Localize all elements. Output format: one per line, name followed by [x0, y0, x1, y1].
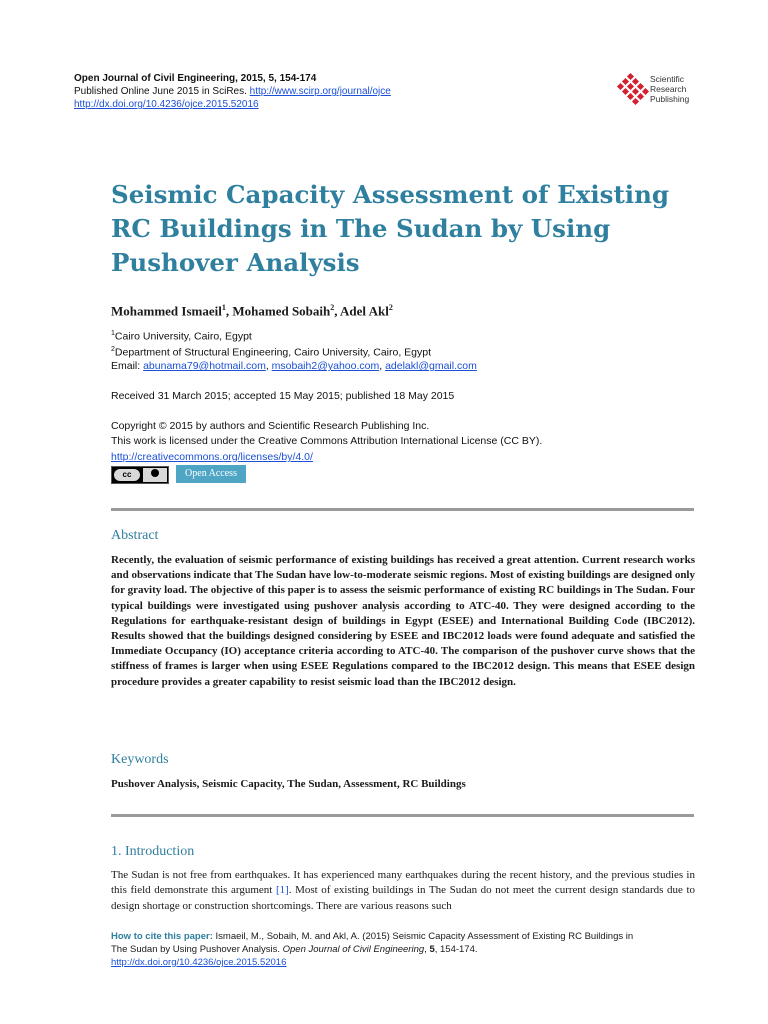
journal-url-link[interactable]: http://www.scirp.org/journal/ojce — [249, 86, 391, 97]
journal-citation-header: Open Journal of Civil Engineering, 2015, 5, 154-174 — [74, 73, 317, 84]
logo-line-3: Publishing — [650, 94, 690, 104]
citation-label: How to cite this paper: — [111, 931, 213, 942]
citation-line-2 — [111, 943, 478, 956]
abstract-text: Recently, the evaluation of seismic performance of existing buildings has received a great attention. Current research works and observations indicate that The Sudan have low-to-moderate seismic regions. Most of existing buildings are designed only for gravity load. The objective of this paper is to assess the seismic performance of existing RC buildings in The Sudan. Four typical buildings were investigated using pushover analysis according to ATC-40. They were designed according to the Regulations for earthquake-resistant design of buildings in Egypt (ESEE) and International Building Code (IBC2012). Results showed that the buildings designed considering by ESEE and IBC2012 loads were found adequate and satisfied the Immediate Occupancy (IO) acceptance criteria according to ATC-40. The comparison of the pushover curve shows that the stiffness of frames is larger when using ESEE Regulations compared to the IBC2012 design. This means that ESEE design procedure provides a greater capability to resist seismic load than the IBC2012 design. — [111, 554, 695, 688]
author-list: Mohammed Ismaeil$^1$, Mohamed Sobaih$^2$, Adel Akl$^2$ — [111, 303, 393, 319]
email-link[interactable]: abunama79@hotmail.com — [143, 360, 266, 372]
affiliation-mark: 1 — [111, 330, 115, 337]
citation-volume: 5 — [429, 944, 435, 955]
email-link[interactable]: msobaih2@yahoo.com — [271, 360, 380, 372]
license-url-line — [111, 450, 313, 464]
license-url-link[interactable]: http://creativecommons.org/licenses/by/4.0/ — [111, 451, 313, 463]
license-line: This work is licensed under the Creative Commons Attribution International License (CC BY). — [111, 435, 543, 447]
attribution-icon — [143, 468, 167, 482]
copyright-line: Copyright © 2015 by authors and Scientific Research Publishing Inc. — [111, 420, 430, 432]
author-affiliation-mark: 1 — [221, 303, 226, 312]
paper-title: Seismic Capacity Assessment of Existing RC Buildings in The Sudan by Using Pushover Analysis — [111, 180, 670, 277]
author-name: Mohamed Sobaih — [232, 303, 331, 319]
citation-line-1 — [111, 930, 633, 943]
open-access-badge: Open Access — [176, 465, 246, 483]
doi-line — [74, 98, 259, 111]
author-affiliation-mark: 2 — [330, 303, 335, 312]
affiliation-text: Department of Structural Engineering, Cairo University, Cairo, Egypt — [114, 346, 432, 359]
affiliation-2 — [111, 343, 431, 360]
introduction-heading: 1. Introduction — [111, 844, 195, 859]
author-affiliation-mark: 2 — [388, 303, 393, 312]
citation-pages: , 154-174. — [434, 944, 478, 955]
email-label: Email: — [111, 360, 144, 372]
abstract-heading: Abstract — [111, 528, 159, 543]
citation-line-3 — [111, 956, 286, 969]
logo-line-1: Scientific — [650, 74, 685, 84]
author-name: Adel Akl — [340, 303, 389, 319]
doi-link[interactable]: http://dx.doi.org/10.4236/ojce.2015.52016 — [74, 99, 259, 110]
publisher-logo-text — [650, 74, 689, 104]
logo-line-2: Research — [650, 84, 687, 94]
affiliation-text: Cairo University, Cairo, Egypt — [114, 330, 252, 343]
email-link[interactable]: adelakl@gmail.com — [385, 360, 477, 372]
cc-by-badge[interactable] — [111, 466, 169, 484]
intro-text-part: The Sudan is not free from earthquakes. It has experienced many earthquakes during the recent history, and the previous studies in this field demonstrate this argument — [111, 869, 695, 897]
citation-authors: Ismaeil, M., Sobaih, M. and Akl, A. (2015) Seismic Capacity Assessment of Existing RC Buildings in — [212, 931, 634, 942]
affiliation-1 — [111, 327, 252, 344]
keywords-heading: Keywords — [111, 752, 169, 767]
section-divider — [111, 814, 694, 817]
publication-dates: Received 31 March 2015; accepted 15 May 2015; published 18 May 2015 — [111, 390, 455, 402]
publisher-logo — [616, 72, 706, 108]
cc-icon: cc — [114, 469, 140, 481]
intro-text-part: . Most of existing buildings in The Sudan do not meet the current design standards due to design shortage or construction shortcomings. There are various reasons such — [111, 884, 695, 912]
reference-link[interactable]: [1] — [275, 884, 289, 897]
citation-doi-link[interactable]: http://dx.doi.org/10.4236/ojce.2015.52016 — [111, 957, 287, 968]
section-divider — [111, 508, 694, 511]
introduction-text — [111, 868, 695, 914]
citation-title-end: The Sudan by Using Pushover Analysis. — [111, 944, 283, 955]
author-name: Mohammed Ismaeil — [111, 303, 222, 319]
email-line: Email: abunama79@hotmail.com, msobaih2@yahoo.com, adelakl@gmail.com — [111, 360, 477, 372]
publication-line — [74, 85, 391, 98]
publisher-logo-mark-icon — [616, 72, 650, 108]
published-prefix: Published Online June 2015 in SciRes. — [74, 86, 247, 97]
keywords-text: Pushover Analysis, Seismic Capacity, The Sudan, Assessment, RC Buildings — [111, 778, 466, 790]
affiliation-mark: 2 — [111, 346, 115, 353]
citation-separator: , — [424, 944, 430, 955]
citation-journal: Open Journal of Civil Engineering — [282, 944, 425, 955]
